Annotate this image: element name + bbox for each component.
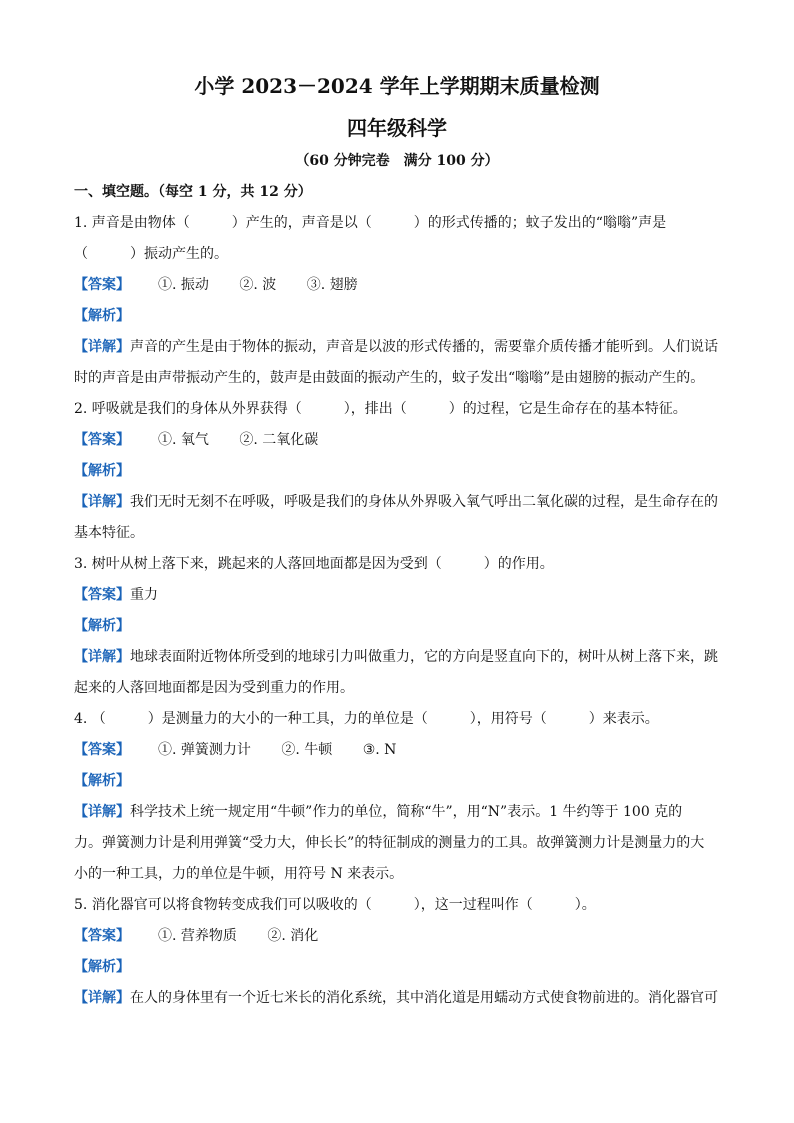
q1-answer-2: ②. 波: [239, 277, 277, 293]
analysis-label: 【解析】: [74, 463, 130, 479]
q1-answer-1: ①. 振动: [158, 277, 209, 293]
q5-answer-1: ①. 营养物质: [158, 928, 237, 944]
q3-detail-text1: 地球表面附近物体所受到的地球引力叫做重力，它的方向是竖直向下的，树叶从树上落下来，跳: [130, 649, 718, 665]
q2-detail-text1: 我们无时无刻不在呼吸，呼吸是我们的身体从外界吸入氧气呼出二氧化碳的过程，是生命存在的: [130, 494, 718, 510]
exam-title: 小学 2023－2024 学年上学期期末质量检测: [194, 74, 600, 98]
answer-label: 【答案】: [74, 587, 130, 603]
q1-detail2: 时的声音是由声带振动产生的，鼓声是由鼓面的振动产生的，蚊子发出“嗡嗡”是由翅膀的振动产生的。: [74, 370, 705, 386]
analysis-label: 【解析】: [74, 959, 130, 975]
q3-detail2: 起来的人落回地面都是因为受到重力的作用。: [74, 680, 354, 696]
detail-label: 【详解】: [74, 649, 130, 665]
q1-answer-row: [74, 275, 384, 295]
q4-line1: 4. （ ）是测量力的大小的一种工具，力的单位是（ ），用符号（ ）来表示。: [74, 711, 659, 727]
q5-line1: 5. 消化器官可以将食物转变成我们可以吸收的（ ），这一过程叫作（ ）。: [74, 897, 596, 913]
detail-label: 【详解】: [74, 804, 130, 820]
q4-detail3: 小的一种工具，力的单位是牛顿，用符号 N 来表示。: [74, 866, 404, 882]
q4-detail2: 力。弹簧测力计是利用弹簧“受力大，伸长长”的特征制成的测量力的工具。故弹簧测力计是测量力的大: [74, 835, 705, 851]
exam-subtitle: 四年级科学: [347, 116, 447, 140]
detail-label: 【详解】: [74, 990, 130, 1006]
answer-label: 【答案】: [74, 742, 130, 758]
q3-line1: 3. 树叶从树上落下来，跳起来的人落回地面都是因为受到（ ）的作用。: [74, 556, 554, 572]
q2-answer-1: ①. 氧气: [158, 432, 209, 448]
q1-detail1: [74, 337, 718, 357]
q5-detail1: [74, 988, 718, 1008]
q1-line1: 1. 声音是由物体（ ）产生的，声音是以（ ）的形式传播的；蚊子发出的“嗡嗡”声是: [74, 215, 667, 231]
answer-label: 【答案】: [74, 277, 130, 293]
q1-line2: （ ）振动产生的。: [74, 246, 228, 262]
q2-detail2: 基本特征。: [74, 525, 144, 541]
q4-detail1: [74, 802, 682, 822]
exam-note: （60 分钟完卷 满分 100 分）: [295, 153, 499, 169]
q4-answer-row: [74, 740, 422, 760]
q2-detail1: [74, 492, 718, 512]
detail-label: 【详解】: [74, 494, 130, 510]
detail-label: 【详解】: [74, 339, 130, 355]
q3-answer-row: [74, 585, 158, 605]
q4-answer-2: ②. 牛顿: [281, 742, 333, 758]
q2-answer-2: ②. 二氧化碳: [239, 432, 319, 448]
q1-detail-text1: 声音的产生是由于物体的振动，声音是以波的形式传播的，需要靠介质传播才能听到。人们说话: [130, 339, 718, 355]
q1-answer-3: ③. 翅膀: [306, 277, 358, 293]
analysis-label: 【解析】: [74, 308, 130, 324]
answer-label: 【答案】: [74, 432, 130, 448]
answer-label: 【答案】: [74, 928, 130, 944]
q5-answer-2: ②. 消化: [267, 928, 319, 944]
q4-answer-3: ③. N: [362, 742, 397, 758]
analysis-label: 【解析】: [74, 618, 130, 634]
q5-detail-text1: 在人的身体里有一个近七米长的消化系统，其中消化道是用蠕动方式使食物前进的。消化器官可: [130, 990, 718, 1006]
q3-detail1: [74, 647, 718, 667]
q4-answer-1: ①. 弹簧测力计: [158, 742, 251, 758]
q2-answer-row: [74, 430, 344, 450]
analysis-label: 【解析】: [74, 773, 130, 789]
q5-answer-row: [74, 926, 344, 946]
section-title: 一、填空题。（每空 1 分，共 12 分）: [74, 184, 312, 200]
q4-detail-text1: 科学技术上统一规定用“牛顿”作力的单位，简称“牛”，用“N”表示。1 牛约等于 100 克的: [130, 804, 683, 820]
q2-line1: 2. 呼吸就是我们的身体从外界获得（ ），排出（ ）的过程，它是生命存在的基本特征。: [74, 401, 687, 417]
q3-answer: 重力: [130, 587, 158, 603]
